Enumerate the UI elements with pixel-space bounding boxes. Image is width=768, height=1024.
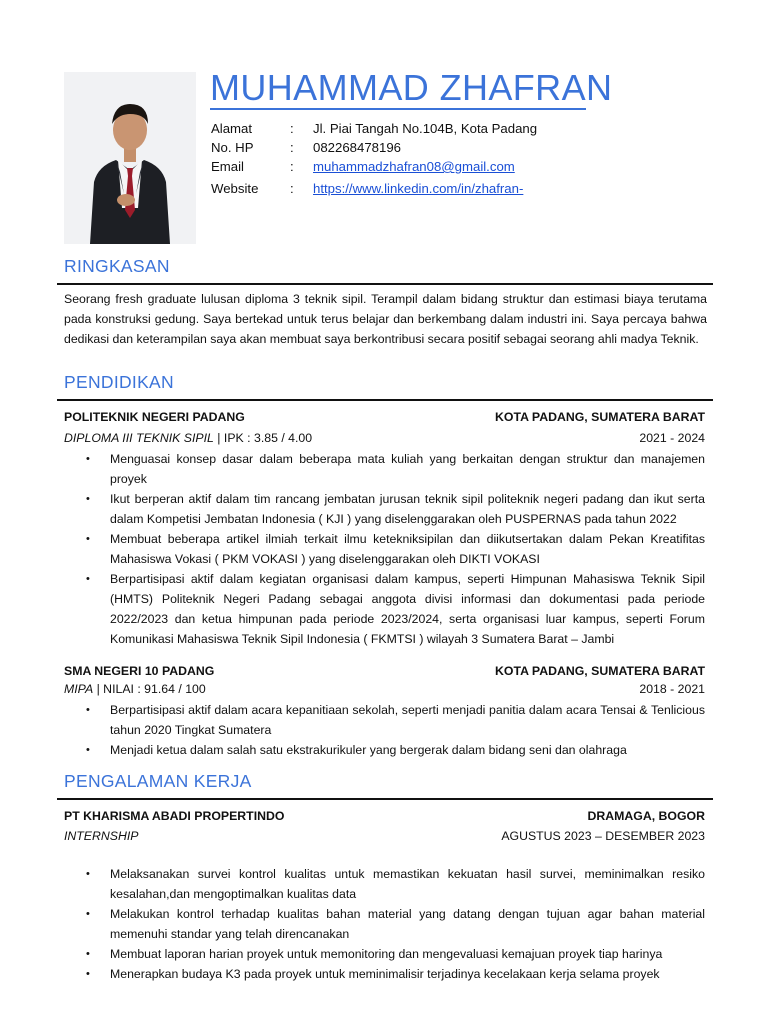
contact-colon: : bbox=[290, 159, 294, 174]
job-role: INTERNSHIP bbox=[64, 829, 139, 843]
program-name: MIPA bbox=[64, 682, 94, 696]
school-name: SMA NEGERI 10 PADANG bbox=[64, 664, 215, 678]
school-location: KOTA PADANG, SUMATERA BARAT bbox=[495, 410, 705, 424]
bullet-icon: • bbox=[86, 948, 90, 960]
list-item bbox=[64, 964, 705, 984]
address-value: Jl. Piai Tangah No.104B, Kota Padang bbox=[313, 121, 538, 136]
list-item bbox=[64, 700, 705, 740]
bullet-icon: • bbox=[86, 573, 90, 585]
bullet-icon: • bbox=[86, 868, 90, 880]
name-underline bbox=[210, 108, 586, 110]
list-item bbox=[64, 904, 705, 944]
summary-text: Seorang fresh graduate lulusan diploma 3 teknik sipil. Terampil dalam bidang struktur dan estimasi biaya terutama pada konstruksi gedung. Saya bertekad untuk terus belajar dan berkembang dalam industri ini. Saya percaya bahwa dedikasi dan keterampilan saya akan membuat saya berkontribusi secara positif sebagai seorang ahli madya Teknik. bbox=[64, 292, 707, 346]
program-score: | IPK : 3.85 / 4.00 bbox=[213, 431, 313, 445]
bullet-icon: • bbox=[86, 453, 90, 465]
school-name: POLITEKNIK NEGERI PADANG bbox=[64, 410, 245, 424]
contact-label: Email bbox=[211, 159, 244, 174]
program-name: DIPLOMA III TEKNIK SIPIL bbox=[64, 431, 214, 445]
list-item bbox=[64, 944, 705, 964]
list-item bbox=[64, 864, 705, 904]
bullet-icon: • bbox=[86, 493, 90, 505]
list-item-text: Berpartisipasi aktif dalam acara kepanitiaan sekolah, seperti menjadi panitia dalam acara Tensai & Tenlicious tahun 2020 Tingkat Sumatera bbox=[110, 703, 705, 737]
experience-entry-header bbox=[64, 807, 705, 825]
education-entry-header bbox=[64, 408, 705, 426]
list-item bbox=[64, 740, 705, 760]
bullet-icon: • bbox=[86, 968, 90, 980]
contact-label: Alamat bbox=[211, 121, 253, 136]
experience-bullets bbox=[64, 864, 705, 984]
school-location: KOTA PADANG, SUMATERA BARAT bbox=[495, 664, 705, 678]
section-title-summary: RINGKASAN bbox=[64, 256, 170, 276]
list-item-text: Membuat beberapa artikel ilmiah terkait ilmu ketekniksipilan dan diikutsertakan dalam Pekan Kreatifitas Mahasiswa Vokasi ( PKM VOKASI ) yang diselenggarakan oleh DIKTI VOKASI bbox=[110, 532, 705, 566]
contact-colon: : bbox=[290, 140, 294, 155]
list-item bbox=[64, 569, 705, 649]
list-item-text: Menjadi ketua dalam salah satu ekstrakurikuler yang bergerak dalam bidang seni dan olahraga bbox=[110, 743, 627, 757]
list-item-text: Menguasai konsep dasar dalam beberapa mata kuliah yang berkaitan dengan struktur dan manajemen proyek bbox=[110, 452, 705, 486]
section-divider bbox=[57, 798, 713, 800]
list-item-text: Melakukan kontrol terhadap kualitas bahan material yang datang dengan tujuan agar bahan material memenuhi standar yang telah direncanakan bbox=[110, 907, 705, 941]
experience-period: AGUSTUS 2023 – DESEMBER 2023 bbox=[501, 829, 705, 843]
company-location: DRAMAGA, BOGOR bbox=[587, 809, 705, 823]
list-item-text: Menerapkan budaya K3 pada proyek untuk meminimalisir terjadinya kecelakaan kerja selama proyek bbox=[110, 967, 660, 981]
list-item bbox=[64, 489, 705, 529]
contact-label: No. HP bbox=[211, 140, 254, 155]
experience-entry-subheader bbox=[64, 827, 705, 845]
bullet-icon: • bbox=[86, 908, 90, 920]
section-divider bbox=[57, 283, 713, 285]
phone-value: 082268478196 bbox=[313, 140, 402, 155]
contact-label: Website bbox=[211, 181, 259, 196]
section-divider bbox=[57, 399, 713, 401]
section-title-experience: PENGALAMAN KERJA bbox=[64, 771, 252, 791]
program-score: | NILAI : 91.64 / 100 bbox=[93, 682, 206, 696]
email-link[interactable]: muhammadzhafran08@gmail.com bbox=[313, 159, 515, 174]
list-item bbox=[64, 449, 705, 489]
website-link[interactable]: https://www.linkedin.com/in/zhafran- bbox=[313, 181, 524, 196]
company-name: PT KHARISMA ABADI PROPERTINDO bbox=[64, 809, 285, 823]
candidate-name: MUHAMMAD ZHAFRAN bbox=[210, 67, 613, 108]
education-period: 2021 - 2024 bbox=[639, 431, 705, 445]
bullet-icon: • bbox=[86, 533, 90, 545]
education-entry-subheader bbox=[64, 680, 705, 698]
education-bullets bbox=[64, 449, 705, 649]
section-title-education: PENDIDIKAN bbox=[64, 372, 174, 392]
education-bullets bbox=[64, 700, 705, 760]
education-entry-subheader bbox=[64, 429, 705, 447]
list-item-text: Membuat laporan harian proyek untuk memonitoring dan mengevaluasi kemajuan proyek tiap harinya bbox=[110, 947, 663, 961]
education-entry-header bbox=[64, 662, 705, 680]
education-period: 2018 - 2021 bbox=[639, 682, 705, 696]
bullet-icon: • bbox=[86, 704, 90, 716]
list-item-text: Ikut berperan aktif dalam tim rancang jembatan jurusan teknik sipil politeknik negeri padang dan ikut serta dalam Kompetisi Jembatan Indonesia ( KJI ) yang diselenggarakan oleh PUSPERNAS pada tahun 2022 bbox=[110, 492, 705, 526]
bullet-icon: • bbox=[86, 744, 90, 756]
profile-photo bbox=[64, 72, 196, 244]
list-item bbox=[64, 529, 705, 569]
list-item-text: Berpartisipasi aktif dalam kegiatan organisasi dalam kampus, seperti Himpunan Mahasiswa Teknik Sipil (HMTS) Politeknik Negeri Padang sebagai anggota divisi informasi dan dokumentasi pada periode 2022/2023 dan ketua himpunan pada periode 2023/2024, serta organisasi luar kampus, seperti Forum Komunikasi Mahasiswa Teknik Sipil Indonesia ( FKMTSI ) wilayah 3 Sumatera Barat – Jambi bbox=[110, 572, 705, 646]
contact-colon: : bbox=[290, 121, 294, 136]
list-item-text: Melaksanakan survei kontrol kualitas untuk memastikan kekuatan hasil survei, meminimalkan resiko kesalahan,dan mengoptimalkan kualitas data bbox=[110, 867, 705, 901]
contact-colon: : bbox=[290, 181, 294, 196]
